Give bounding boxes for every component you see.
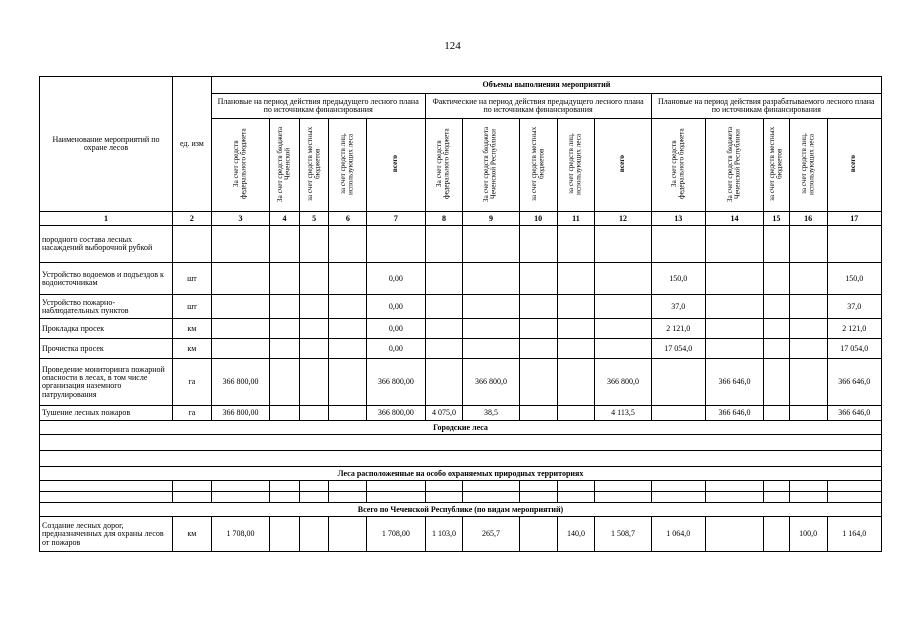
row-value: [299, 339, 329, 359]
empty-cell: [463, 481, 519, 492]
row-value: [705, 226, 763, 263]
subheader-cell: всего: [367, 119, 425, 212]
row-value: 366 800,00: [211, 406, 269, 421]
column-number: 12: [595, 212, 651, 226]
row-value: [595, 295, 651, 319]
row-value: [705, 263, 763, 295]
row-value: 38,5: [463, 406, 519, 421]
row-value: [705, 295, 763, 319]
row-value: 366 646,0: [827, 359, 881, 406]
row-value: [299, 226, 329, 263]
row-name: Прокладка просек: [40, 319, 173, 339]
empty-cell: [519, 481, 557, 492]
column-number: 9: [463, 212, 519, 226]
row-value: [463, 339, 519, 359]
column-number: 16: [789, 212, 827, 226]
column-number: 8: [425, 212, 463, 226]
empty-cell: [172, 492, 211, 503]
page-number: 124: [444, 40, 461, 52]
row-value: [270, 339, 300, 359]
row-value: [764, 517, 790, 552]
row-value: [425, 359, 463, 406]
subheader-cell: всего: [827, 119, 881, 212]
row-value: [299, 517, 329, 552]
table-row: [40, 226, 882, 263]
empty-cell: [705, 492, 763, 503]
row-value: [789, 339, 827, 359]
section-republic-total: Всего по Чеченской Республике (по видам мероприятий): [40, 503, 882, 517]
row-value: [519, 319, 557, 339]
row-value: [463, 295, 519, 319]
row-value: [463, 263, 519, 295]
column-number: 11: [557, 212, 595, 226]
row-value: 366 800,00: [211, 359, 269, 406]
row-value: 0,00: [367, 319, 425, 339]
row-value: 1 064,0: [651, 517, 705, 552]
empty-cell: [764, 492, 790, 503]
row-value: [519, 339, 557, 359]
row-value: 150,0: [827, 263, 881, 295]
row-value: [595, 319, 651, 339]
row-value: 1 508,7: [595, 517, 651, 552]
row-value: [211, 226, 269, 263]
row-value: [557, 339, 595, 359]
column-number: 2: [172, 212, 211, 226]
row-value: [595, 226, 651, 263]
row-value: 37,0: [651, 295, 705, 319]
empty-cell: [329, 481, 367, 492]
empty-cell: [367, 481, 425, 492]
row-value: [557, 226, 595, 263]
empty-cell: [270, 481, 300, 492]
row-value: [425, 226, 463, 263]
row-value: [557, 359, 595, 406]
row-value: [211, 339, 269, 359]
row-value: [764, 339, 790, 359]
empty-cell: [519, 492, 557, 503]
empty-cell: [705, 481, 763, 492]
empty-cell: [651, 492, 705, 503]
row-value: [425, 263, 463, 295]
empty-cell: [651, 481, 705, 492]
empty-cell: [40, 492, 173, 503]
subheader-cell: за счет средств лиц, использующих леса: [789, 119, 827, 212]
subheader-cell: за счет средств лиц, использующих леса: [557, 119, 595, 212]
row-value: [557, 319, 595, 339]
row-value: 2 121,0: [827, 319, 881, 339]
column-number: 1: [40, 212, 173, 226]
row-unit: шт: [172, 295, 211, 319]
table-row: [40, 359, 882, 406]
row-value: 1 103,0: [425, 517, 463, 552]
row-value: [705, 339, 763, 359]
empty-cell: [463, 492, 519, 503]
empty-cell: [789, 492, 827, 503]
row-value: [299, 406, 329, 421]
row-value: [519, 226, 557, 263]
row-value: 17 054,0: [651, 339, 705, 359]
subheader-cell: За счет средств бюджета Чеченской Республики: [705, 119, 763, 212]
row-value: 0,00: [367, 263, 425, 295]
row-value: [329, 517, 367, 552]
row-value: 4 075,0: [425, 406, 463, 421]
subheader-cell: За счет средств бюджета Чеченской Республики: [463, 119, 519, 212]
empty-cell: [595, 492, 651, 503]
empty-cell: [557, 492, 595, 503]
subheader-cell: За счет средств федерального бюджета: [425, 119, 463, 212]
column-number: 10: [519, 212, 557, 226]
row-value: 37,0: [827, 295, 881, 319]
row-value: [519, 406, 557, 421]
empty-grid-row: [40, 492, 882, 503]
row-value: [425, 319, 463, 339]
column-number: 7: [367, 212, 425, 226]
empty-cell: [40, 481, 173, 492]
row-value: [764, 359, 790, 406]
empty-cell: [789, 481, 827, 492]
row-value: [764, 295, 790, 319]
row-value: [329, 406, 367, 421]
subheader-cell: за счет средств местных бюджетов: [519, 119, 557, 212]
row-value: [211, 263, 269, 295]
row-value: [463, 319, 519, 339]
row-unit: км: [172, 319, 211, 339]
section-urban-forests: Городские леса: [40, 421, 882, 435]
empty-row: [40, 451, 882, 467]
row-value: [557, 295, 595, 319]
column-number: 14: [705, 212, 763, 226]
row-value: [519, 359, 557, 406]
header-unit: ед. изм: [172, 77, 211, 212]
row-value: [595, 339, 651, 359]
row-name: породного состава лесных насаждений выборочной рубкой: [40, 226, 173, 263]
row-value: [651, 406, 705, 421]
row-value: [764, 406, 790, 421]
row-value: [789, 295, 827, 319]
table-row: [40, 263, 882, 295]
empty-cell: [211, 492, 269, 503]
row-value: 1 708,00: [211, 517, 269, 552]
header-group-actual-previous: Фактические на период действия предыдущего лесного плана по источникам финансирования: [425, 94, 651, 119]
row-value: [299, 359, 329, 406]
row-value: [425, 339, 463, 359]
row-name: Создание лесных дорог, предназначенных для охраны лесов от пожаров: [40, 517, 173, 552]
row-name: Проведение мониторинга пожарной опасности в лесах, в том числе организация наземного патрулирования: [40, 359, 173, 406]
column-number: 5: [299, 212, 329, 226]
row-value: [270, 359, 300, 406]
empty-grid-row: [40, 481, 882, 492]
row-value: [764, 226, 790, 263]
row-unit: га: [172, 359, 211, 406]
row-value: 100,0: [789, 517, 827, 552]
row-value: [705, 517, 763, 552]
forest-protection-table: [39, 76, 882, 552]
row-value: [425, 295, 463, 319]
row-value: [789, 226, 827, 263]
row-value: [463, 226, 519, 263]
row-value: [299, 319, 329, 339]
row-name: Прочистка просек: [40, 339, 173, 359]
row-value: [329, 339, 367, 359]
row-value: [651, 226, 705, 263]
empty-cell: [172, 481, 211, 492]
row-value: [270, 226, 300, 263]
empty-cell: [827, 481, 881, 492]
column-number: 3: [211, 212, 269, 226]
section-protected-areas: Леса расположенные на особо охраняемых природных территориях: [40, 467, 882, 481]
empty-cell: [764, 481, 790, 492]
row-value: [329, 226, 367, 263]
row-value: [827, 226, 881, 263]
row-value: 1 708,00: [367, 517, 425, 552]
column-number: 17: [827, 212, 881, 226]
empty-cell: [595, 481, 651, 492]
row-value: 366 800,00: [367, 359, 425, 406]
row-value: [651, 359, 705, 406]
row-value: 366 800,00: [367, 406, 425, 421]
row-value: 1 164,0: [827, 517, 881, 552]
empty-cell: [827, 492, 881, 503]
row-unit: км: [172, 339, 211, 359]
subheader-cell: за счет средств местных бюджетов: [299, 119, 329, 212]
column-number: 6: [329, 212, 367, 226]
row-value: 0,00: [367, 339, 425, 359]
row-value: [519, 517, 557, 552]
header-name: Наименование мероприятий по охране лесов: [40, 77, 173, 212]
row-name: Устройство пожарно-наблюдательных пунктов: [40, 295, 173, 319]
row-name: Тушение лесных пожаров: [40, 406, 173, 421]
row-unit: шт: [172, 263, 211, 295]
row-value: [270, 517, 300, 552]
column-number: 15: [764, 212, 790, 226]
empty-cell: [425, 481, 463, 492]
column-number: 13: [651, 212, 705, 226]
table-row: [40, 406, 882, 421]
subheader-cell: За счет средств федерального бюджета: [651, 119, 705, 212]
row-value: 4 113,5: [595, 406, 651, 421]
table-row: [40, 295, 882, 319]
row-value: [557, 406, 595, 421]
row-value: 366 646,0: [705, 406, 763, 421]
row-value: [329, 295, 367, 319]
table-row: [40, 319, 882, 339]
empty-cell: [299, 492, 329, 503]
empty-cell: [367, 492, 425, 503]
row-value: [789, 319, 827, 339]
row-value: [764, 319, 790, 339]
row-value: 0,00: [367, 295, 425, 319]
row-value: [705, 319, 763, 339]
empty-cell: [211, 481, 269, 492]
header-volumes: Объемы выполнения мероприятий: [211, 77, 881, 94]
row-unit: [172, 226, 211, 263]
row-value: [557, 263, 595, 295]
row-unit: км: [172, 517, 211, 552]
header-group-planned-current: Плановые на период действия разрабатываемого лесного плана по источникам финансирования: [651, 94, 881, 119]
row-name: Устройство водоемов и подъездов к водоисточникам: [40, 263, 173, 295]
row-value: [519, 263, 557, 295]
row-unit: га: [172, 406, 211, 421]
row-value: 366 800,0: [595, 359, 651, 406]
row-value: [270, 295, 300, 319]
row-value: [211, 295, 269, 319]
empty-cell: [425, 492, 463, 503]
table-row: [40, 339, 882, 359]
subheader-cell: За счет средств федерального бюджета: [211, 119, 269, 212]
row-value: [764, 263, 790, 295]
row-value: [595, 263, 651, 295]
empty-cell: [329, 492, 367, 503]
row-value: [270, 263, 300, 295]
row-value: 366 646,0: [827, 406, 881, 421]
header-group-planned-previous: Плановые на период действия предыдущего лесного плана по источникам финансирования: [211, 94, 425, 119]
row-value: [789, 359, 827, 406]
row-value: 265,7: [463, 517, 519, 552]
row-value: [299, 295, 329, 319]
empty-cell: [557, 481, 595, 492]
column-number-row: [40, 212, 882, 226]
row-value: 2 121,0: [651, 319, 705, 339]
row-value: [211, 319, 269, 339]
row-value: [329, 319, 367, 339]
row-value: [789, 263, 827, 295]
empty-row: [40, 435, 882, 451]
table-row: [40, 517, 882, 552]
row-value: [299, 263, 329, 295]
row-value: 366 800,0: [463, 359, 519, 406]
row-value: [270, 406, 300, 421]
row-value: 17 054,0: [827, 339, 881, 359]
row-value: [367, 226, 425, 263]
subheader-cell: за счет средств местных бюджетов: [764, 119, 790, 212]
empty-cell: [270, 492, 300, 503]
row-value: 140,0: [557, 517, 595, 552]
row-value: [789, 406, 827, 421]
row-value: [329, 359, 367, 406]
row-value: 366 646,0: [705, 359, 763, 406]
row-value: [270, 319, 300, 339]
subheader-cell: за счет средств лиц, использующих леса: [329, 119, 367, 212]
subheader-cell: всего: [595, 119, 651, 212]
row-value: [519, 295, 557, 319]
subheader-cell: За счет средств бюджета Чеченской: [270, 119, 300, 212]
row-value: 150,0: [651, 263, 705, 295]
column-number: 4: [270, 212, 300, 226]
empty-cell: [299, 481, 329, 492]
row-value: [329, 263, 367, 295]
